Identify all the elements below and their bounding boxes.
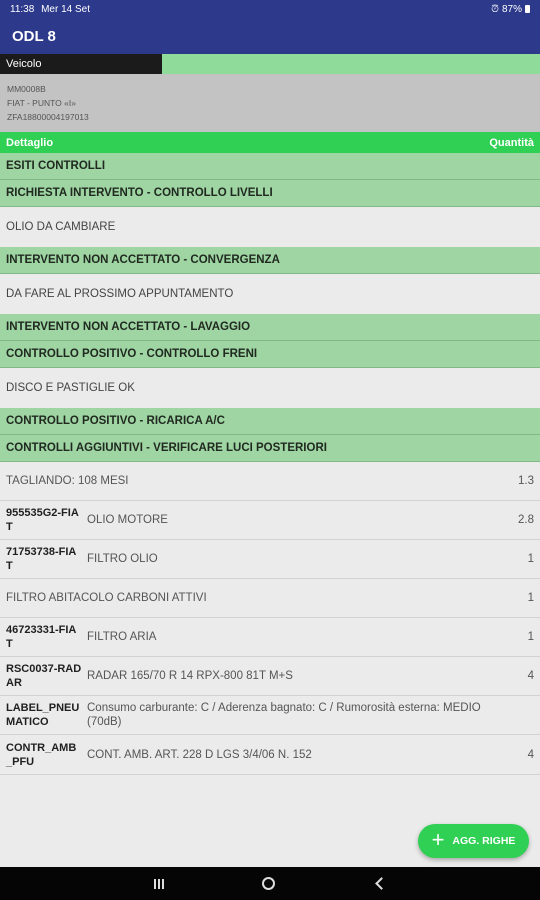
tab-vehicle-label: Veicolo (6, 58, 42, 70)
status-right (491, 4, 530, 15)
recent-apps-icon[interactable] (154, 879, 164, 889)
status-date: Mer 14 Set (41, 3, 90, 15)
section-row[interactable] (0, 408, 540, 435)
item-code: RSC0037-RADAR (6, 663, 82, 689)
section-label: CONTROLLI AGGIUNTIVI - VERIFICARE LUCI POSTERIORI (6, 442, 327, 454)
status-time: 11:38 (10, 3, 35, 15)
back-icon[interactable] (375, 877, 388, 890)
section-label: CONTROLLO POSITIVO - CONTROLLO FRENI (6, 348, 258, 360)
item-code: 955535G2-FIAT (6, 507, 79, 533)
section-row[interactable] (0, 247, 540, 274)
section-row[interactable] (0, 180, 540, 207)
item-description: FILTRO ABITACOLO CARBONI ATTIVI (6, 592, 207, 604)
vehicle-info-panel (0, 74, 540, 132)
note-row[interactable] (0, 207, 540, 247)
battery-icon (525, 5, 530, 13)
tab-vehicle[interactable] (0, 54, 162, 74)
system-nav-bar (0, 867, 540, 900)
note-label: OLIO DA CAMBIARE (6, 221, 116, 233)
item-description: FILTRO OLIO (87, 553, 158, 565)
item-code: 46723331-FIAT (6, 624, 77, 650)
section-label: RICHIESTA INTERVENTO - CONTROLLO LIVELLI (6, 187, 273, 199)
app-bar (0, 18, 540, 54)
item-row[interactable] (0, 501, 540, 540)
item-code: 71753738-FIAT (6, 546, 77, 572)
section-label: ESITI CONTROLLI (6, 160, 106, 172)
item-description: OLIO MOTORE (87, 514, 168, 526)
item-quantity: 4 (527, 670, 534, 682)
tab-bar-fill (162, 54, 540, 74)
item-row[interactable] (0, 579, 540, 618)
add-rows-button[interactable] (418, 824, 529, 858)
item-row[interactable] (0, 540, 540, 579)
alarm-icon: ⏰︎ (491, 3, 499, 15)
item-row[interactable] (0, 462, 540, 501)
vehicle-tab-bar (0, 54, 540, 74)
item-row[interactable] (0, 618, 540, 657)
item-quantity: 1.3 (518, 475, 534, 487)
note-label: DISCO E PASTIGLIE OK (6, 382, 135, 394)
status-bar (0, 0, 540, 18)
item-description: FILTRO ARIA (87, 631, 157, 643)
status-left (10, 4, 90, 15)
section-row[interactable] (0, 314, 540, 341)
item-description: RADAR 165/70 R 14 RPX-800 81T M+S (87, 670, 293, 682)
section-row[interactable] (0, 153, 540, 180)
item-row[interactable] (0, 657, 540, 696)
item-quantity: 1 (527, 631, 534, 643)
quantity-header-label: Quantità (489, 136, 534, 149)
section-row[interactable] (0, 435, 540, 462)
item-description: Consumo carburante: C / Aderenza bagnato: C / Rumorosità esterna: MEDIO (70dB) (87, 702, 481, 728)
item-code: LABEL_PNEUMATICO (6, 702, 80, 728)
detail-header (0, 132, 540, 153)
section-label: INTERVENTO NON ACCETTATO - CONVERGENZA (6, 254, 280, 266)
note-row[interactable] (0, 368, 540, 408)
note-label: DA FARE AL PROSSIMO APPUNTAMENTO (6, 288, 234, 300)
vehicle-plate: MM0008B (7, 84, 46, 94)
plus-icon: + (431, 827, 445, 852)
home-icon[interactable] (262, 877, 275, 890)
item-code: CONTR_AMB_PFU (6, 741, 77, 768)
detail-list (0, 153, 540, 775)
vehicle-model: FIAT - PUNTO «I» (7, 98, 76, 108)
section-label: CONTROLLO POSITIVO - RICARICA A/C (6, 415, 225, 427)
item-description: CONT. AMB. ART. 228 D LGS 3/4/06 N. 152 (87, 748, 312, 761)
note-row[interactable] (0, 274, 540, 314)
item-quantity: 4 (527, 748, 534, 761)
battery-percent: 87% (501, 3, 522, 15)
item-quantity: 2.8 (518, 514, 534, 526)
item-description: TAGLIANDO: 108 MESI (6, 475, 129, 487)
detail-header-label: Dettaglio (6, 136, 54, 149)
item-quantity: 1 (527, 592, 534, 604)
item-row[interactable] (0, 696, 540, 735)
section-label: INTERVENTO NON ACCETTATO - LAVAGGIO (6, 321, 251, 333)
section-row[interactable] (0, 341, 540, 368)
item-row[interactable] (0, 735, 540, 775)
page-title: ODL 8 (12, 27, 56, 45)
vehicle-vin: ZFA18800004197013 (7, 112, 89, 122)
add-rows-label: AGG. RIGHE (452, 835, 516, 847)
item-quantity: 1 (527, 553, 534, 565)
